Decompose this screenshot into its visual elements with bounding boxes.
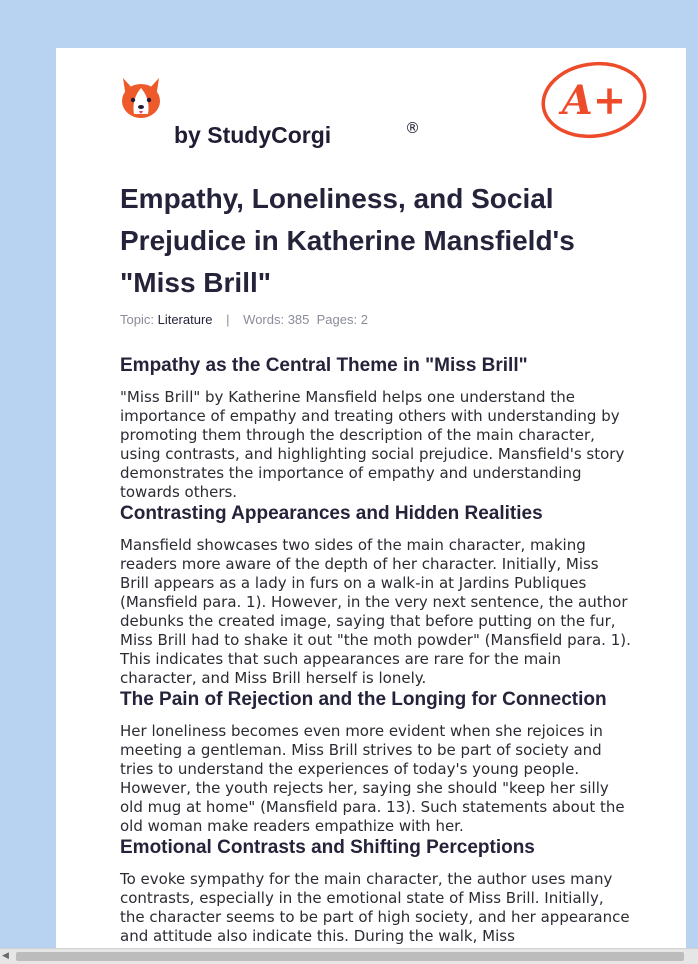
article-title: Empathy, Loneliness, and Social Prejudice in Katherine Mansfield's "Miss Brill" [120, 183, 575, 298]
corgi-logo-icon [120, 76, 162, 120]
topic-label: Topic: [120, 312, 154, 327]
section [120, 836, 632, 946]
page-count: Pages: 2 [316, 312, 368, 327]
section-heading: Empathy as the Central Theme in "Miss Brill" [120, 355, 528, 376]
section [120, 688, 632, 836]
section-heading: The Pain of Rejection and the Longing for Connection [120, 689, 607, 710]
section-paragraph: To evoke sympathy for the main character, the author uses many contrasts, especially in the emotional state of Miss Brill. Initially, the character seems to be part of high society, and her appearance and attitude also indicate this. During the walk, Miss [120, 870, 630, 945]
word-count: Words: 385 [243, 312, 310, 327]
logo[interactable] [120, 76, 420, 148]
scrollbar-thumb[interactable] [16, 952, 684, 961]
document-page [56, 48, 686, 958]
section-heading: Contrasting Appearances and Hidden Realities [120, 503, 543, 524]
section-paragraph: Mansfield showcases two sides of the main character, making readers more aware of the depth of her character. Initially, Miss Brill appears as a lady in furs on a walk-in at Jardins Publiques (Mansfield para. 1). However, in the very next sentence, the author debunks the created image, saying that before putting on the fur, Miss Brill had to shake it out "the moth powder" (Mansfield para. 1). This indicates that such appearances are rare for the main character, and Miss Brill herself is lonely. [120, 536, 631, 687]
registered-mark: ® [405, 119, 420, 137]
section-paragraph: "Miss Brill" by Katherine Mansfield helps one understand the importance of empathy and treating others with understanding by promoting them through the description of the main character, using contrasts, and highlighting social prejudice. Mansfield's story demonstrates the importance of empathy and understanding towards others. [120, 388, 625, 501]
section [120, 502, 632, 688]
article-meta [120, 312, 368, 327]
horizontal-scrollbar[interactable] [0, 948, 698, 964]
meta-separator: | [226, 312, 230, 327]
section [120, 354, 632, 502]
section-paragraph: Her loneliness becomes even more evident when she rejoices in meeting a gentleman. Miss Brill strives to be part of society and tries to understand the experiences of today's young people. However, the youth rejects her, saying she should "keep her silly old mug at home" (Mansfield para. 13). Such statements about the old woman make readers empathize with her. [120, 722, 625, 835]
grade-text: A+ [561, 77, 627, 124]
grade-badge-icon [540, 60, 648, 140]
scroll-left-arrow-icon[interactable]: ◀ [2, 951, 9, 961]
topic-link[interactable]: Literature [157, 312, 213, 327]
article-body [120, 354, 632, 946]
section-heading: Emotional Contrasts and Shifting Perceptions [120, 837, 535, 858]
brand-name: by StudyCorgi [174, 122, 332, 148]
